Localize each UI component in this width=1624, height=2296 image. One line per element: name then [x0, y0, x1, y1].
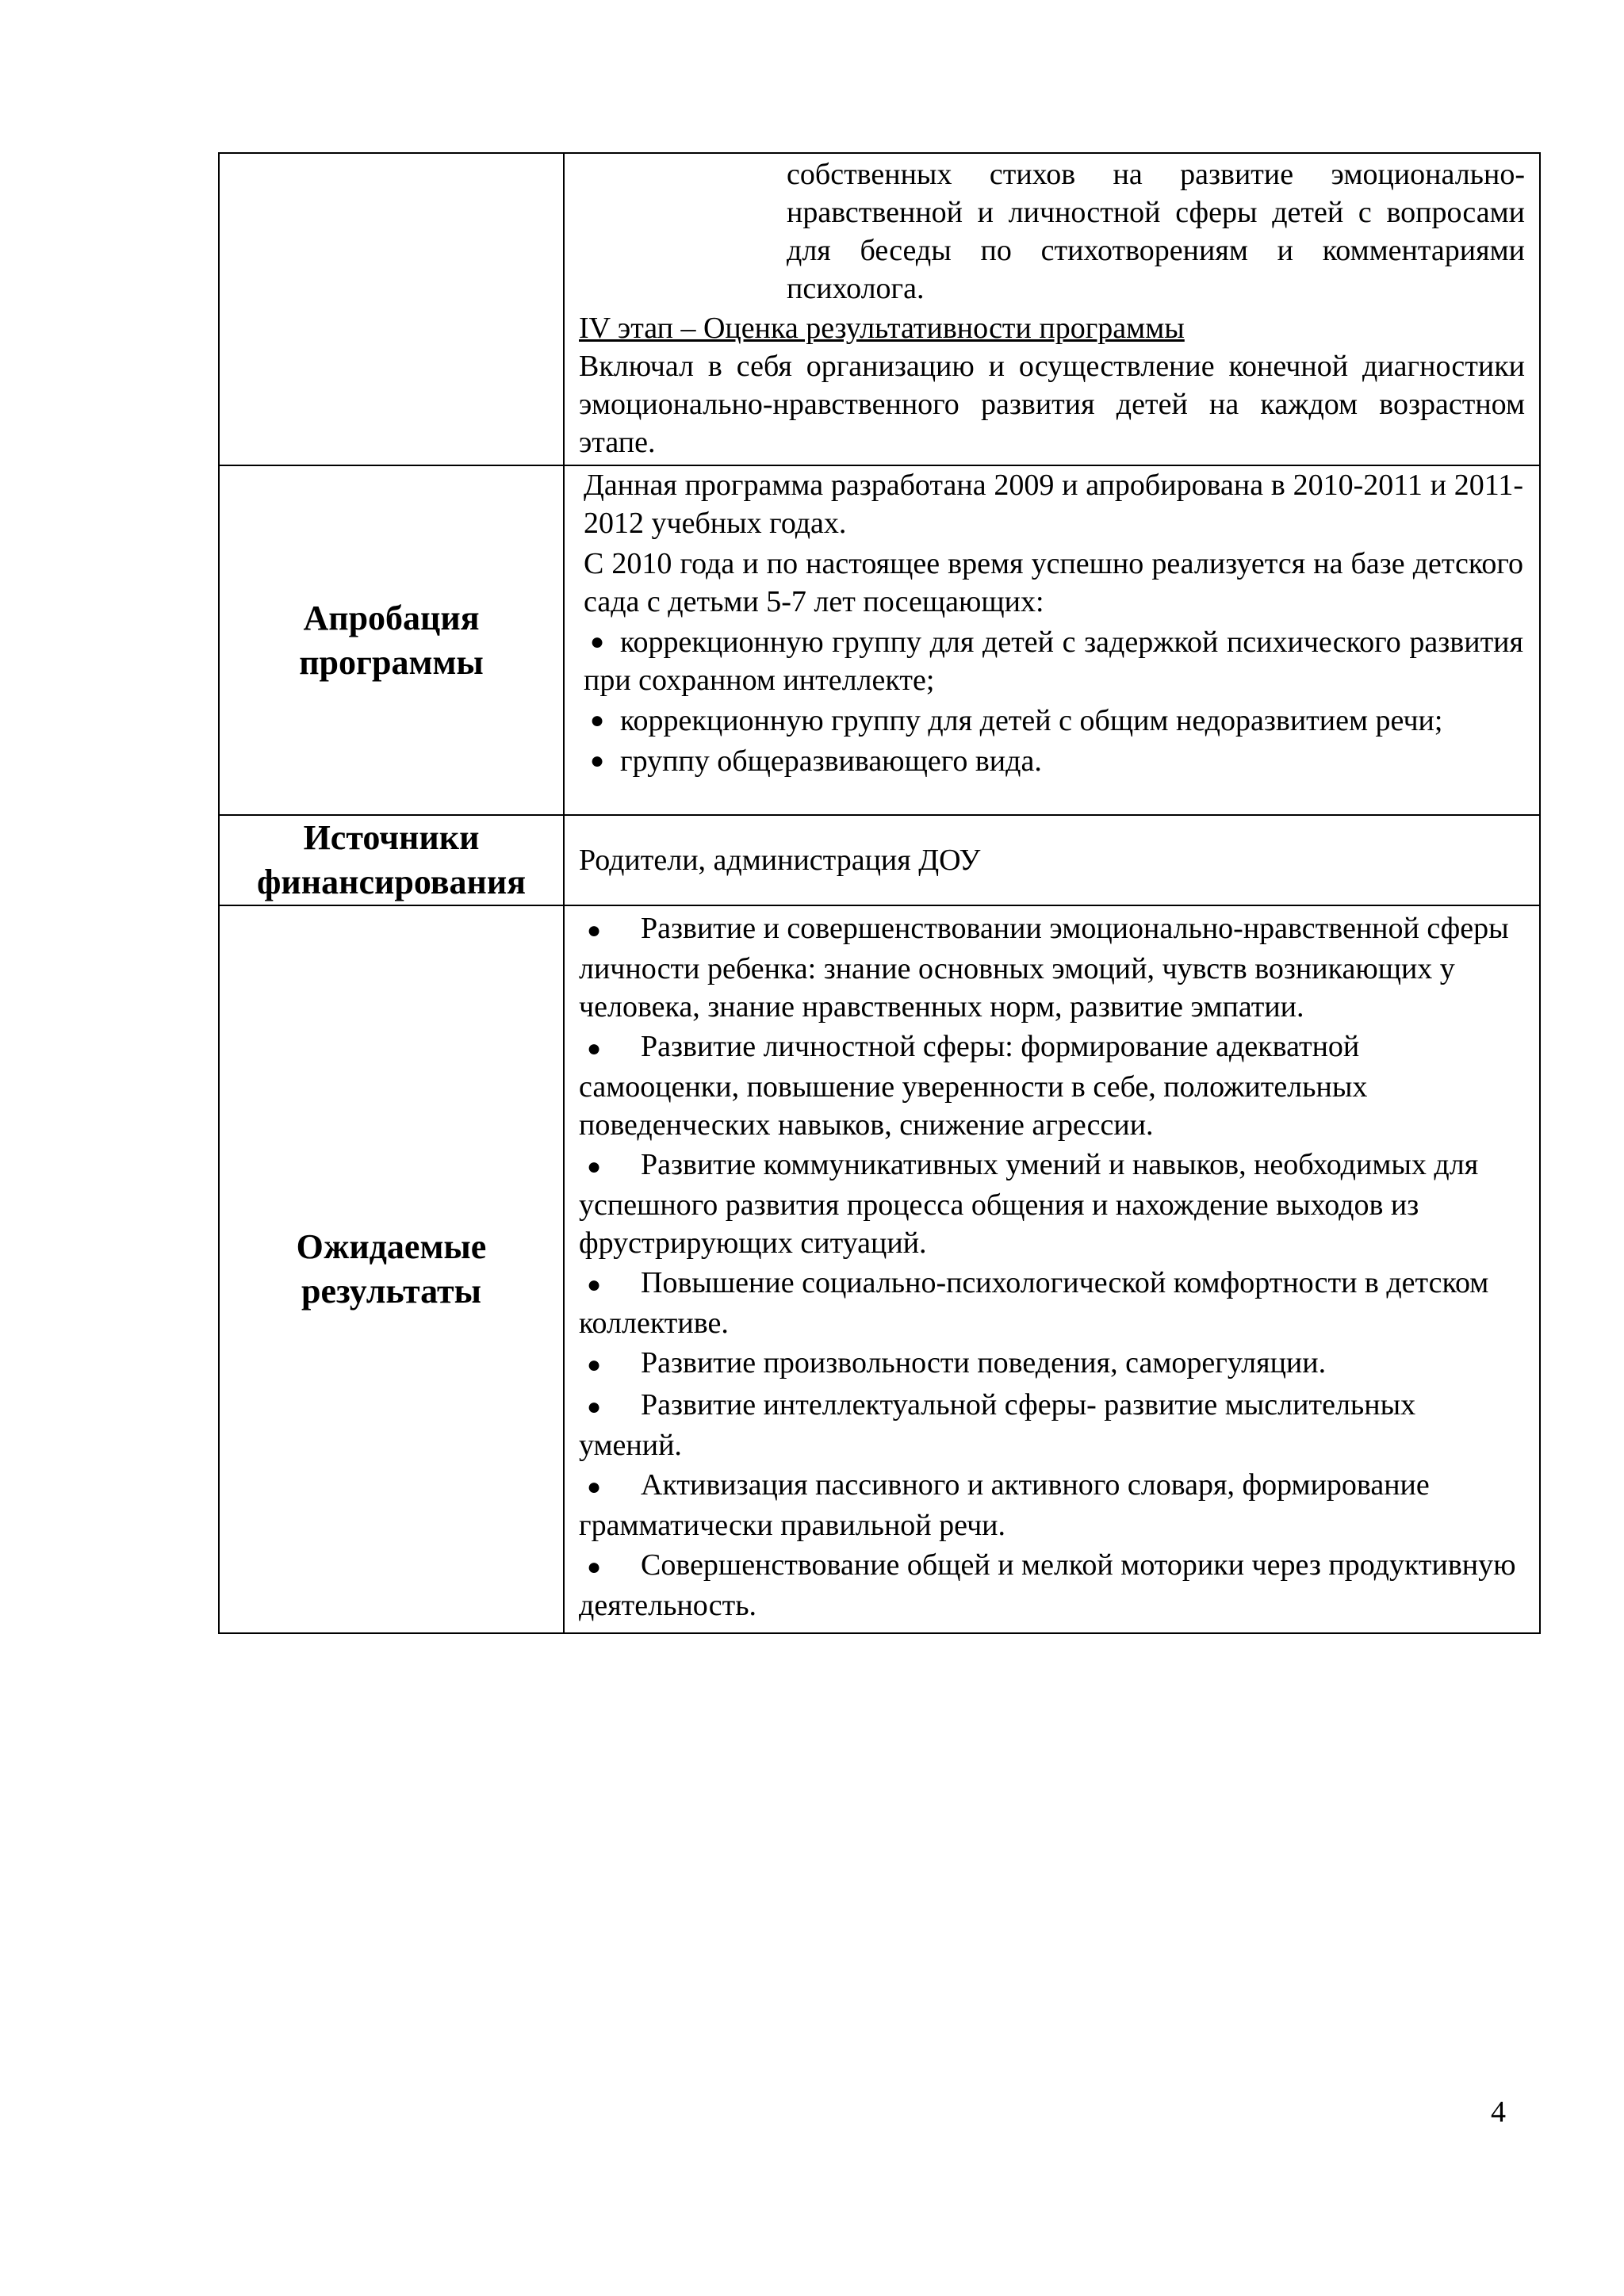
list-item-text: группу общеразвивающего вида.: [620, 744, 1042, 778]
table-row-continuation: [219, 153, 1540, 465]
list-item-text: Развитие личностной сферы: формирование адекватной самооценки, повышение уверенности в себе, положительных поведенческих навыков, снижение агрессии.: [579, 1030, 1368, 1142]
approbation-label: Апробация программы: [219, 465, 564, 815]
continuation-cell: [564, 153, 1540, 465]
bullet-icon: ●: [590, 748, 605, 774]
list-item: [579, 1146, 1525, 1262]
financing-content: Родители, администрация ДОУ: [564, 815, 1540, 905]
bullet-icon: ●: [587, 1035, 602, 1062]
list-item-text: Совершенствование общей и мелкой моторики через продуктивную деятельность.: [579, 1548, 1516, 1622]
poems-description-block: [579, 155, 1525, 308]
list-item: [579, 1264, 1525, 1342]
list-item-text: коррекционную группу для детей с общим недоразвитием речи;: [620, 704, 1443, 737]
bullet-icon: ●: [587, 1554, 602, 1580]
list-item: [584, 623, 1523, 699]
list-item: [579, 1027, 1525, 1144]
bullet-icon: ●: [587, 1272, 602, 1298]
approbation-group-list: [584, 623, 1523, 780]
table-row-approbation: [219, 465, 1540, 815]
program-table: [218, 152, 1541, 1634]
bullet-icon: ●: [587, 1352, 602, 1378]
bullet-icon: ●: [587, 1474, 602, 1500]
list-item: [579, 1466, 1525, 1544]
bullet-icon: ●: [590, 629, 605, 655]
expected-results-label: Ожидаемые результаты: [219, 905, 564, 1633]
list-item: [579, 909, 1525, 1026]
approbation-paragraph-2: С 2010 года и по настоящее время успешно реализуется на базе детского сада с детьми 5-7 лет посещающих:: [584, 547, 1523, 618]
stage-iv-text: Включал в себя организацию и осуществление конечной диагностики эмоционально-нравственного развития детей на каждом возрастном этапе.: [579, 350, 1525, 459]
bullet-icon: ●: [587, 917, 602, 943]
expected-results-list: [579, 909, 1525, 1624]
list-item: [579, 1546, 1525, 1624]
approbation-content: [564, 465, 1540, 815]
approbation-paragraph-1: Данная программа разработана 2009 и апробирована в 2010-2011 и 2011-2012 учебных годах.: [584, 469, 1523, 540]
bullet-icon: ●: [590, 707, 605, 733]
stage-iv-heading: IV этап – Оценка результативности программы: [579, 312, 1185, 345]
poems-description-text: собственных стихов на развитие эмоционально-нравственной и личностной сферы детей с вопросами для беседы по стихотворениям и комментариями психолога.: [787, 158, 1525, 305]
list-item: [579, 1344, 1525, 1384]
expected-results-content: [564, 905, 1540, 1633]
list-item: [584, 702, 1523, 740]
table-row-financing: [219, 815, 1540, 905]
list-item-text: Развитие и совершенствовании эмоционально-нравственной сферы личности ребенка: знание основных эмоций, чувств возникающих у человека, знание нравственных норм, развитие эмпатии.: [579, 912, 1509, 1024]
list-item-text: Развитие интеллектуальной сферы- развитие мыслительных умений.: [579, 1388, 1416, 1462]
bullet-icon: ●: [587, 1154, 602, 1180]
list-item-text: коррекционную группу для детей с задержкой психического развития при сохранном интеллекте;: [584, 626, 1523, 697]
list-item-text: Повышение социально-психологической комфортности в детском коллективе.: [579, 1266, 1489, 1340]
list-item: [579, 1386, 1525, 1464]
table-row-expected-results: [219, 905, 1540, 1633]
empty-label-cell: [219, 153, 564, 465]
financing-label: Источники финансирования: [219, 815, 564, 905]
list-item-text: Активизация пассивного и активного словаря, формирование грамматически правильной речи.: [579, 1468, 1430, 1542]
list-item: [584, 742, 1523, 780]
list-item-text: Развитие произвольности поведения, саморегуляции.: [641, 1346, 1327, 1380]
page-number: 4: [1491, 2095, 1506, 2129]
list-item-text: Развитие коммуникативных умений и навыков, необходимых для успешного развития процесса общения и нахождение выходов из фрустрирующих ситуаций.: [579, 1148, 1479, 1260]
bullet-icon: ●: [587, 1394, 602, 1420]
